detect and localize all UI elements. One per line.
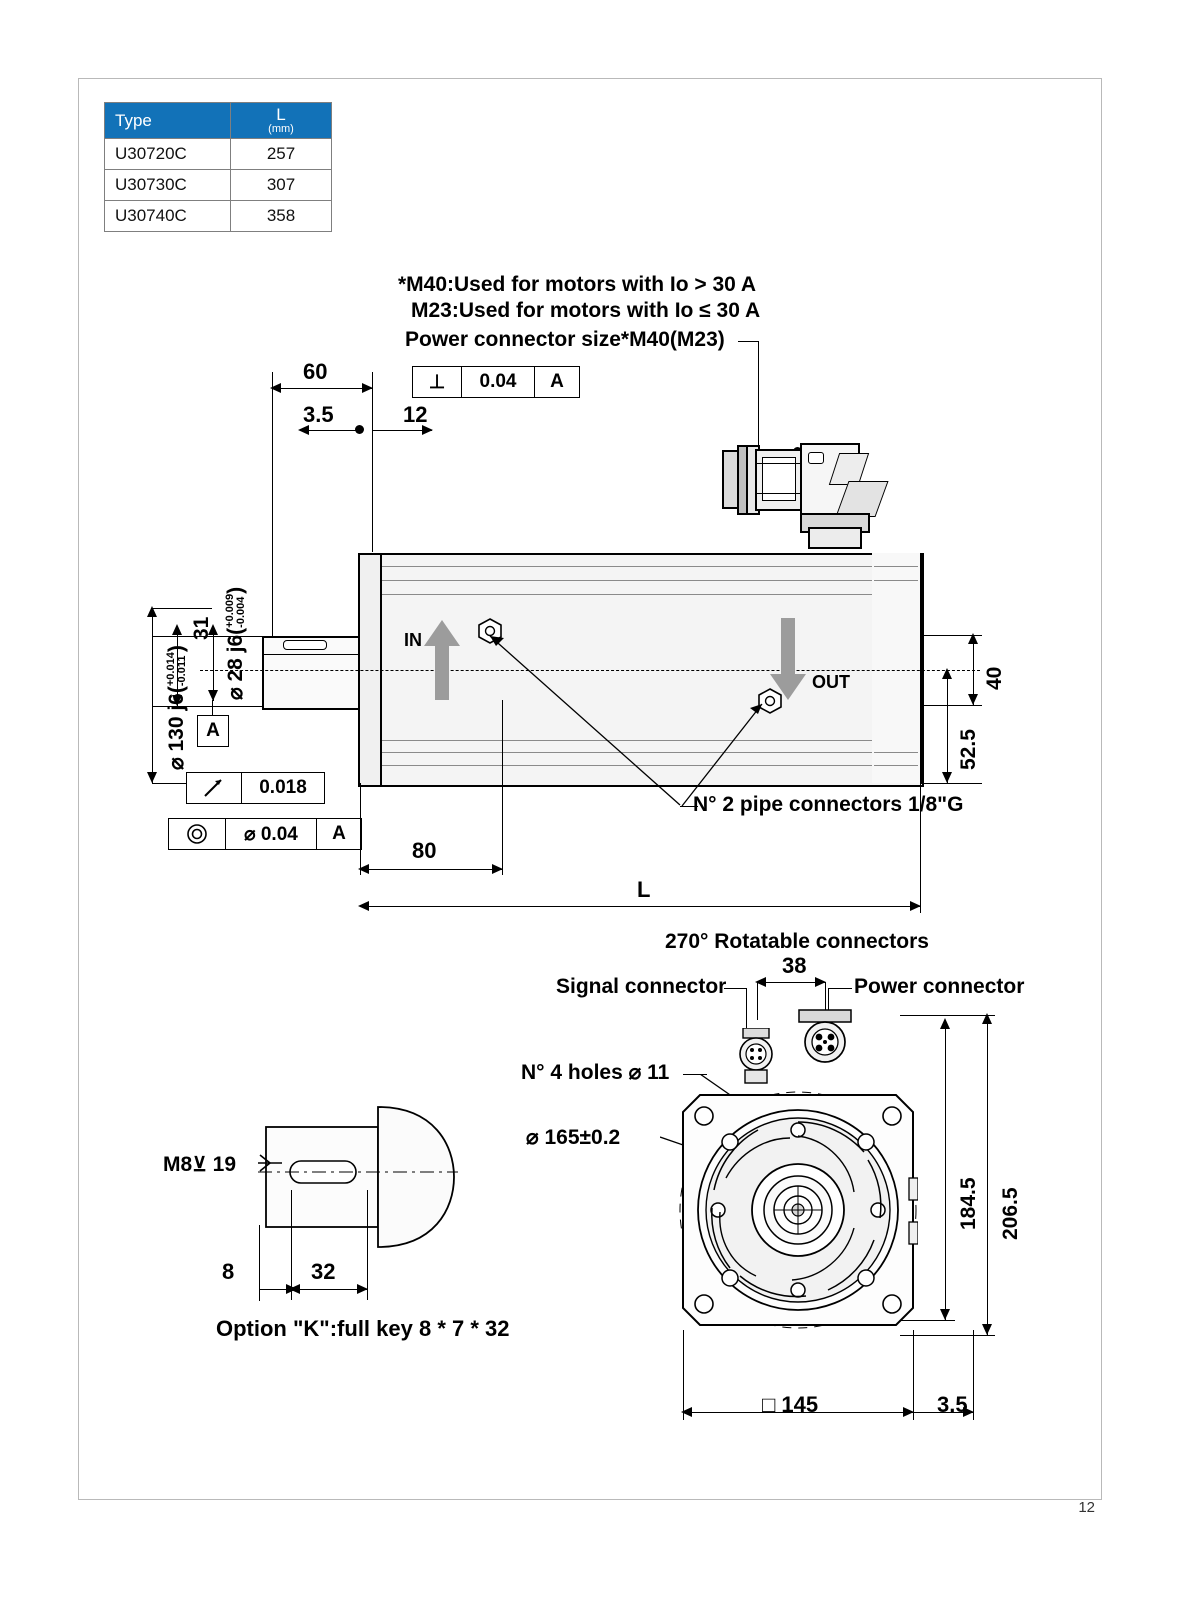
dim-38: 38 [782, 953, 807, 978]
table-header-length-main: L [276, 105, 286, 124]
table-header-length [231, 103, 332, 139]
motor-front-view [678, 1090, 918, 1330]
note-pipe-connectors: N° 2 pipe connectors 1/8"G [693, 793, 964, 816]
page-number: 12 [1078, 1499, 1095, 1516]
dim-3-5-bottom: 3.5 [937, 1392, 968, 1417]
dim-80: 80 [412, 838, 437, 863]
note-m23: M23:Used for motors with Io ≤ 30 A [411, 299, 761, 322]
gdt-perpendicularity [412, 366, 580, 398]
dim-key-32: 32 [311, 1259, 336, 1284]
dim-206-5: 206.5 [999, 1187, 1022, 1240]
table-row [105, 200, 332, 231]
dim-60: 60 [303, 359, 328, 384]
cell-length: 257 [231, 138, 332, 169]
gdt-perp-value: 0.04 [461, 367, 534, 397]
gdt-runout-value: 0.018 [241, 773, 324, 803]
note-power-connector: Power connector [854, 975, 1025, 998]
key-detail-view [258, 1105, 458, 1265]
gdt-conc-value: ⌀ 0.04 [225, 819, 316, 849]
power-connector-assembly [722, 443, 902, 555]
note-holes: N° 4 holes ⌀ 11 [521, 1061, 670, 1084]
note-option-key: Option "K":full key 8 * 7 * 32 [216, 1316, 510, 1341]
cell-type: U30730C [105, 169, 231, 200]
note-rotatable: 270° Rotatable connectors [665, 930, 929, 953]
dim-165: ⌀ 165±0.2 [526, 1126, 621, 1149]
table-header-type: Type [105, 103, 231, 139]
note-m40: *M40:Used for motors with Io > 30 A [398, 273, 757, 296]
dim-shaft-28: ⌀ 28 j6( +0.009 -0.004 ) [223, 586, 248, 700]
dim-3-5: 3.5 [303, 402, 334, 427]
dim-L: L [637, 877, 651, 902]
dim-52-5: 52.5 [957, 729, 980, 770]
cell-type: U30720C [105, 138, 231, 169]
table-row [105, 169, 332, 200]
note-signal-connector: Signal connector [556, 975, 727, 998]
dim-40: 40 [983, 666, 1006, 690]
gdt-concentricity [168, 818, 362, 850]
dim-flange-130: ⌀ 130 j6( +0.014 -0.011 ) [164, 645, 189, 770]
cell-length: 307 [231, 169, 332, 200]
shaft-keyway [283, 640, 327, 650]
dim-12: 12 [403, 402, 428, 427]
power-connector-front [795, 1008, 855, 1066]
gdt-runout [186, 772, 325, 804]
concentricity-icon [169, 819, 225, 849]
coolant-in-arrow [424, 620, 460, 700]
cell-type: U30740C [105, 200, 231, 231]
table-row [105, 138, 332, 169]
cell-length: 358 [231, 200, 332, 231]
perpendicular-icon: ⊥ [428, 371, 446, 393]
dim-31: 31 [190, 616, 213, 640]
table-header-length-unit: (mm) [268, 122, 294, 135]
runout-icon [187, 773, 241, 803]
dim-145: □ 145 [762, 1392, 819, 1417]
dim-m8: M8⊻ 19 [163, 1153, 237, 1176]
depth-icon: ⊻ [192, 1154, 207, 1176]
dim-key-8: 8 [222, 1259, 235, 1284]
datum-a-feature: A [197, 715, 229, 747]
note-power-connector-size: Power connector size*M40(M23) [405, 328, 725, 351]
label-out: OUT [812, 672, 850, 692]
label-in: IN [404, 630, 422, 650]
dim-184-5: 184.5 [957, 1177, 980, 1230]
table-header-row [105, 103, 332, 139]
gdt-perp-datum: A [534, 367, 579, 397]
gdt-conc-datum: A [316, 819, 361, 849]
type-length-table [104, 102, 332, 232]
